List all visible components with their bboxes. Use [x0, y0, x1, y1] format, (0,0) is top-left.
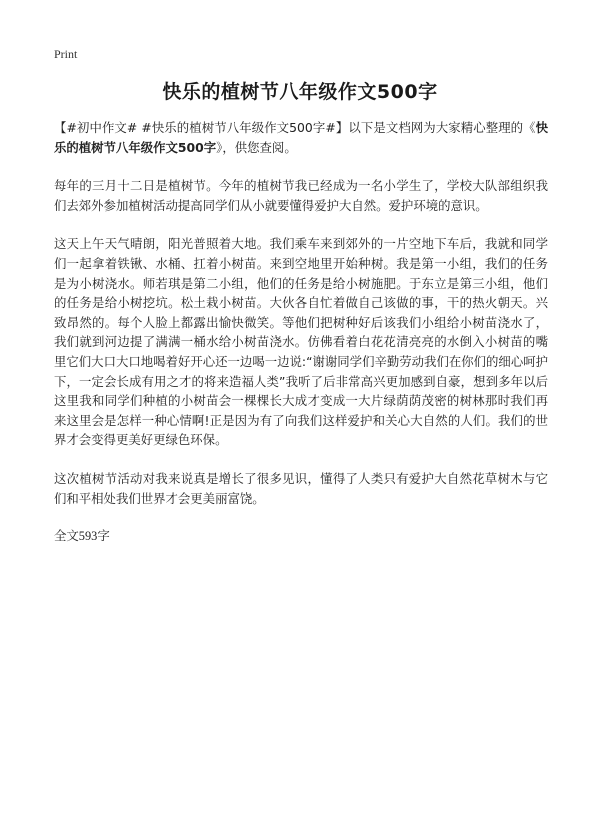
word-count [54, 527, 548, 547]
intro-text-after: 》，供您查阅。 [216, 139, 297, 155]
intro-paragraph [54, 118, 548, 157]
body-paragraph-2: 这天上午天气晴朗，阳光普照着大地。我们乘车来到郊外的一片空地下车后，我就和同学们一起拿着铁锹、水桶、扛着小树苗。来到空地里开始种树。我是第一小组，我们的任务是为小树浇水。师若琪是第二小组，他们的任务是给小树施肥。于东立是第三小组，他们的任务是给小树挖坑。松土栽小树苗。大伙各自忙着做自己该做的事，干的热火朝天。兴致昂然的。每个人脸上都露出愉快微笑。等他们把树种好后该我们小组给小树苗浇水了，我们就到河边提了满满一桶水给小树苗浇水。仿佛看着白花花清亮亮的水倒入小树苗的嘴里它们大口大口地喝着好开心还一边喝一边说:“谢谢同学们辛勤劳动我们在你们的细心呵护下，一定会长成有用之才的将来造福人类”我听了后非常高兴更加感到自豪，想到多年以后这里我和同学们种植的小树苗会一棵棵长大成才变成一大片绿荫荫茂密的树林那时我们再来这里会是怎样一种心情啊!正是因为有了向我们这样爱护和关心大自然的人们。我们的世界才会变得更美好更绿色环保。 [54, 236, 548, 448]
tag-link-junior-essay[interactable]: #初中作文# [66, 120, 138, 135]
body-paragraph-3: 这次植树节活动对我来说真是增长了很多见识，懂得了人类只有爱护大自然花草树木与它们和平相处我们世界才会更美丽富饶。 [54, 470, 548, 506]
intro-text-before: 以下是文档网为大家精心整理的《 [348, 120, 536, 135]
tag-link-essay-topic[interactable]: #快乐的植树节八年级作文500字# [137, 120, 336, 135]
tag-bracket-open: 【 [54, 120, 67, 135]
intro-title-reference: 快乐的植树节八年级作文500字 [54, 120, 549, 155]
tag-bracket-close: 】 [335, 120, 349, 135]
print-link[interactable]: Print [54, 47, 78, 61]
word-count-prefix: 全文 [54, 529, 79, 544]
word-count-number: 593 [78, 529, 98, 544]
word-count-suffix: 字 [97, 529, 110, 544]
body-paragraph-1: 每年的三月十二日是植树节。今年的植树节我已经成为一名小学生了，学校大队部组织我们去郊外参加植树活动提高同学们从小就要懂得爱护大自然。爱护环境的意识。 [54, 178, 548, 213]
article-title: 快乐的植树节八年级作文500字 [162, 81, 438, 103]
article-body [54, 118, 548, 547]
